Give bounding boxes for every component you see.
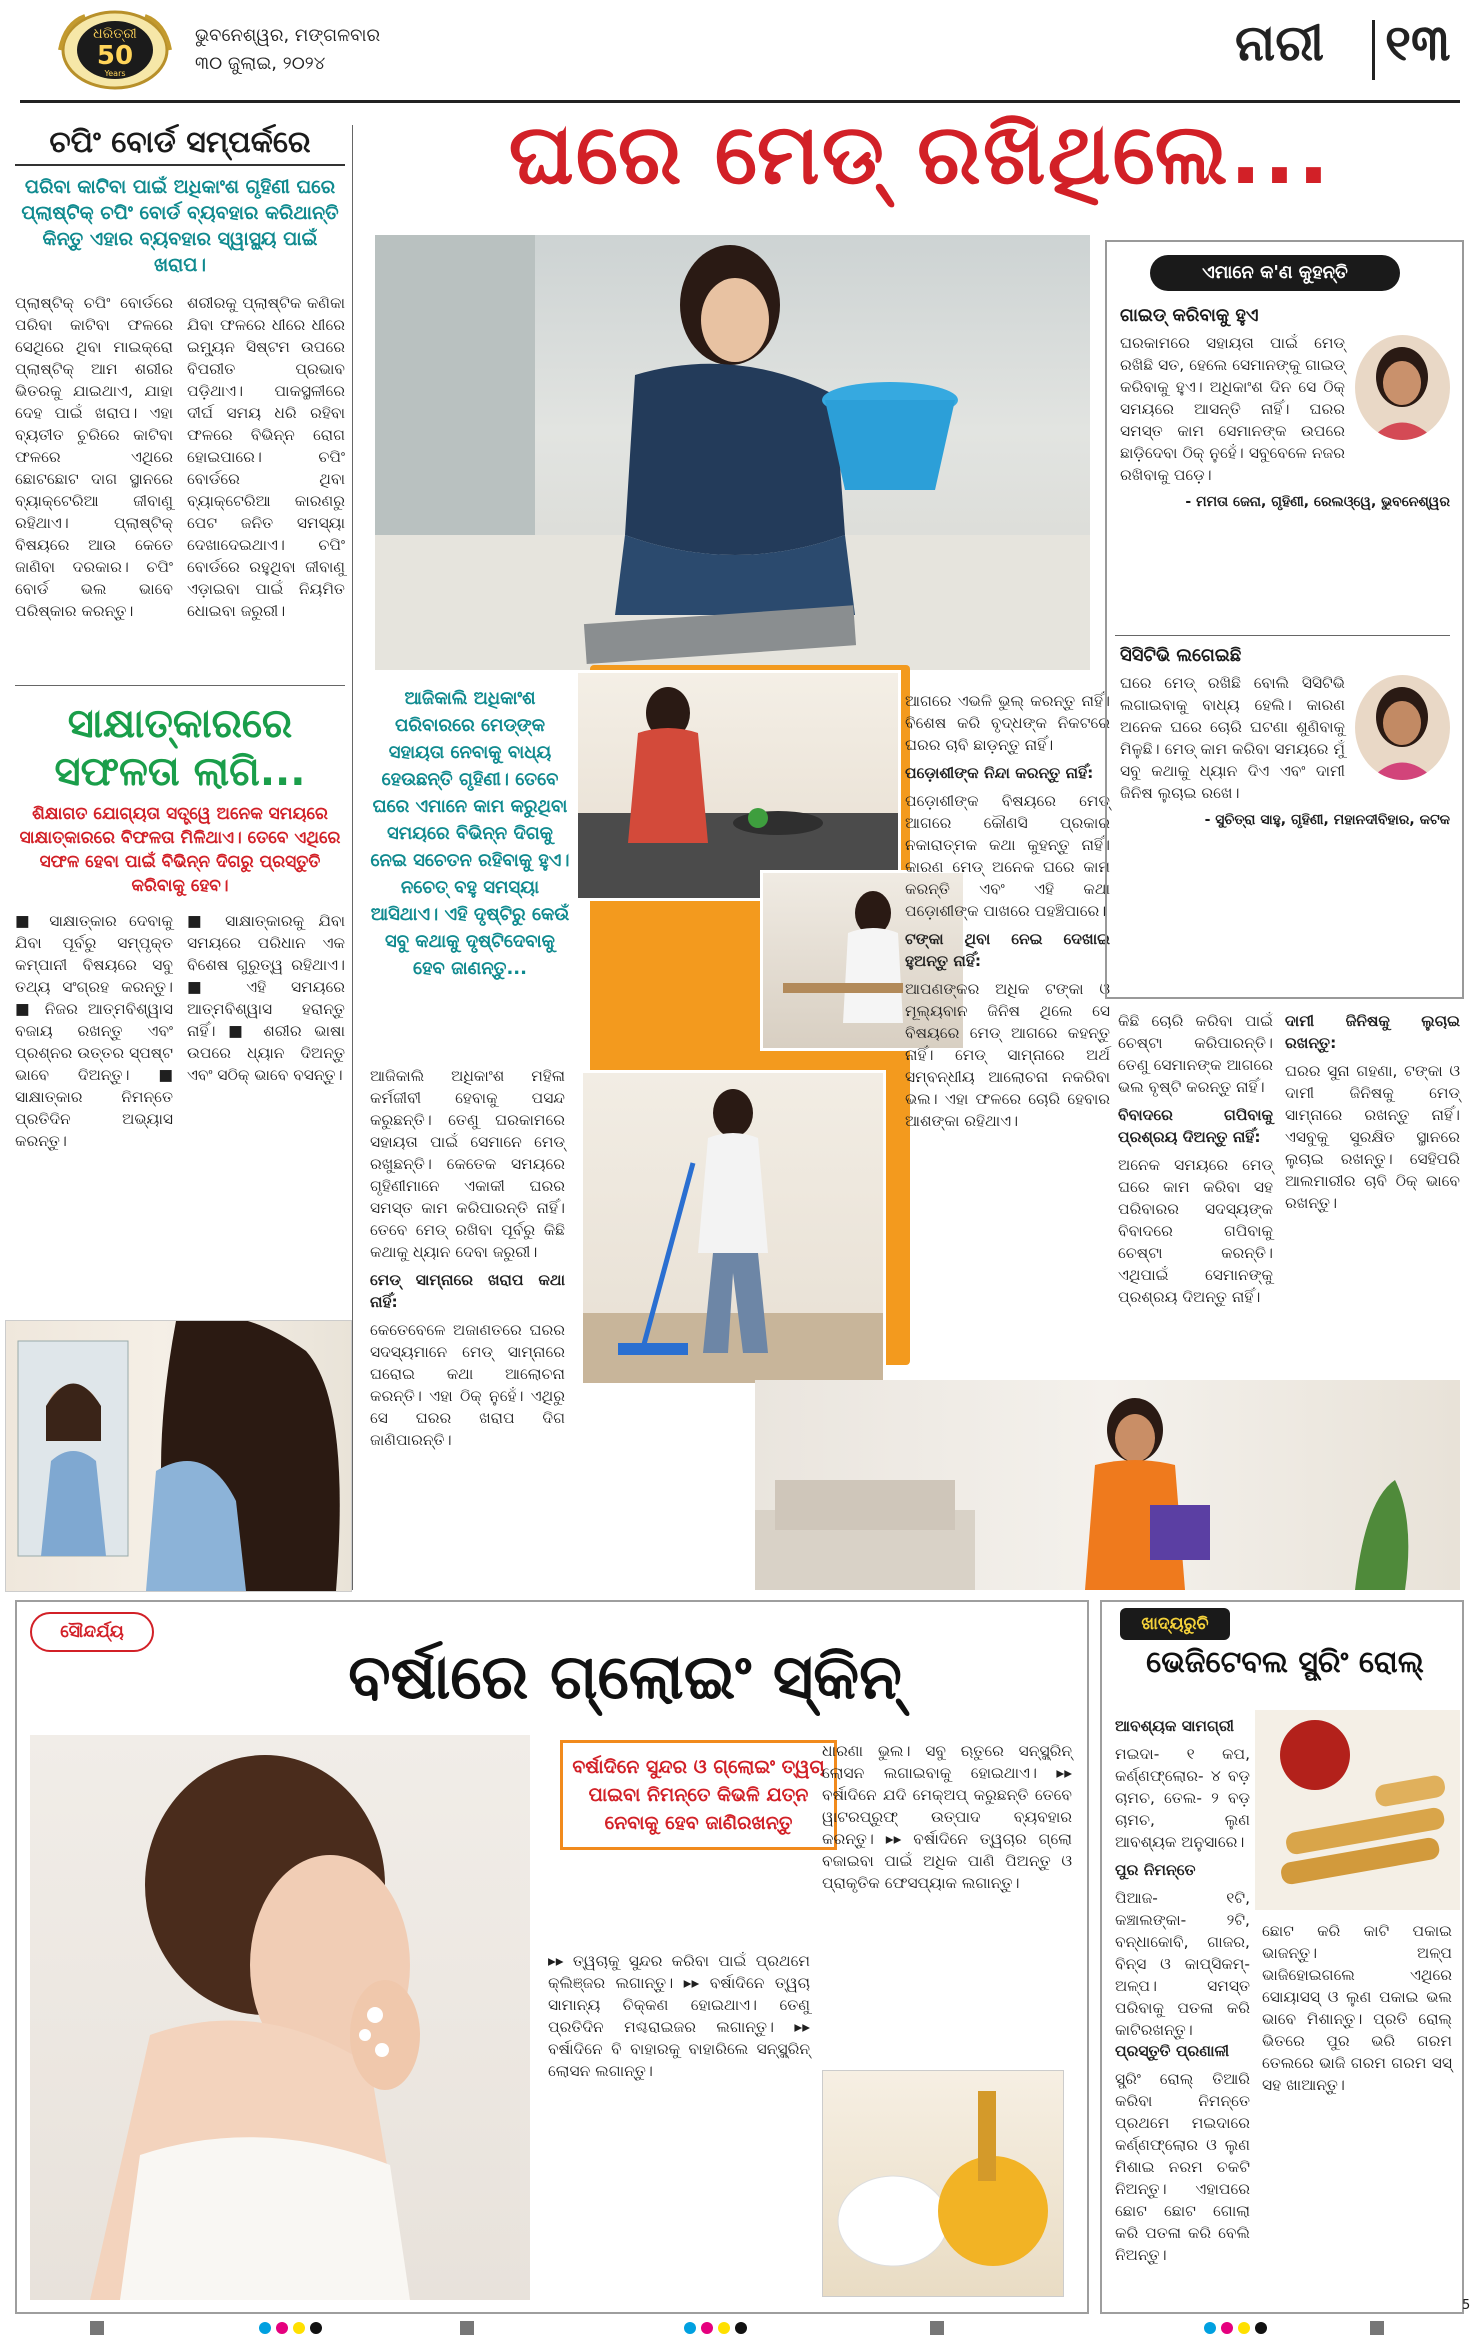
main-kicker: ଆଜିକାଲି ଅଧିକାଂଶ ପରିବାରରେ ମେଡ୍‌ଙ୍କ ସହାୟତା ନେବାକୁ ବାଧ୍ୟ ହେଉଛନ୍ତି ଗୃହିଣୀ। ତେବେ ଘରେ ଏମାନେ କାମ କରୁଥିବା ସମୟରେ ବିଭିନ୍ନ ଦିଗକୁ ନେଇ ସଚେତନ ରହିବାକୁ ହୁଏ। ନଚେତ୍ ବହୁ ସମସ୍ୟା ଆସିଥାଏ। ଏହି ଦୃଷ୍ଟିରୁ କେଉଁ ସବୁ କଥାକୁ ଦୃଷ୍ଟିଦେବାକୁ ହେବ ଜାଣନ୍ତୁ... <box>370 688 570 979</box>
main-body1b: କେତେବେଳେ ଅଜାଣତରେ ଘରର ସଦସ୍ୟମାନେ ମେଡ୍ ସାମ୍ନାରେ ଘରୋଇ କଥା ଆଲୋଚନା କରନ୍ତି। ଏହା ଠିକ୍ ନୁହେଁ। ଏଥିରୁ ସେ ଘରର ଖରାପ ଦିଗ ଜାଣିପାରନ୍ତି। <box>370 1321 565 1449</box>
main-body-col3 <box>1118 1010 1273 1314</box>
interview-title-1: ସାକ୍ଷାତ୍କାରରେ <box>67 701 293 747</box>
opinion-2 <box>1120 645 1450 828</box>
anniversary-emblem-icon <box>40 8 190 92</box>
main-body5: ଘରର ସୁନା ଗହଣା, ଟଙ୍କା ଓ ଦାମୀ ଜିନିଷକୁ ମେଡ୍ ସାମ୍ନାରେ ରଖନ୍ତୁ ନାହିଁ। ଏସବୁକୁ ସୁରକ୍ଷିତ ସ୍ଥାନରେ ଲୁଚାଇ ରଖନ୍ତୁ। ସେହିପରି ଆଲମାରୀର ଚାବି ଠିକ୍ ଭାବେ ରଖନ୍ତୁ। <box>1285 1062 1460 1212</box>
footer-page-mark: 5 <box>1462 2298 1471 2313</box>
main-sub2: ପଡ଼ୋଶୀଙ୍କ ନିନ୍ଦା କରନ୍ତୁ ନାହିଁ: <box>905 764 1094 782</box>
dateline-city-day: ଭୁବନେଶ୍ୱର, ମଙ୍ଗଳବାର <box>195 25 381 46</box>
chopping-kicker: ପରିବା କାଟିବା ପାଇଁ ଅଧିକାଂଶ ଗୃହିଣୀ ଘରେ ପ୍ଲାଷ୍ଟିକ୍ ଚପିଂ ବୋର୍ଡ ବ୍ୟବହାର କରିଥାନ୍ତି କିନ୍ତୁ ଏହାର ବ୍ୟବହାର ସ୍ୱାସ୍ଥ୍ୟ ପାଇଁ ଖରାପ। <box>21 176 339 276</box>
header-rule <box>20 100 1460 103</box>
main-sub1: ମେଡ୍ ସାମ୍ନାରେ ଖରାପ କଥା ନାହିଁ: <box>370 1271 565 1311</box>
woman-mopping-image <box>583 1073 883 1383</box>
logo-sub: Years <box>104 69 126 78</box>
recipe-method-col <box>1115 2040 1250 2272</box>
recipe-tag: ଖାଦ୍ୟରୁଚି <box>1120 1608 1230 1640</box>
recipe-method: ସ୍ପ୍ରିଂ ରୋଲ୍ ତିଆରି କରିବା ନିମନ୍ତେ ପ୍ରଥମେ ମଇଦାରେ କର୍ଣ୍ଣଫ୍ଲୋର ଓ ଲୁଣ ମିଶାଇ ନରମ ଚକଟି ନିଅନ୍ତୁ। ଏହାପରେ ଛୋଟ ଛୋଟ ଗୋଲା କରି ପତଳା କରି ବେଲି ନିଅନ୍ତୁ। <box>1115 2070 1250 2264</box>
main-body4b: ଅନେକ ସମୟରେ ମେଡ୍ ଘରେ କାମ କରିବା ସହ ପରିବାରର ସଦସ୍ୟଙ୍କ ବିବାଦରେ ଗପିବାକୁ ଚେଷ୍ଟା କରନ୍ତି। ଏଥିପାଇଁ ସେମାନଙ୍କୁ ପ୍ରଶ୍ରୟ ଦିଅନ୍ତୁ ନାହିଁ। <box>1118 1156 1273 1306</box>
beauty-col2: ଧାରଣା ଭୁଲ। ସବୁ ଋତୁରେ ସନ୍‌ସ୍କ୍ରିନ୍ ଲୋସନ ଲଗାଇବାକୁ ହୋଇଥାଏ। ▸▸ ବର୍ଷାଦିନେ ଯଦି ମେକ୍‌ଅପ୍ କରୁଛନ୍ତି ତେବେ ୱାଟରପ୍ରୁଫ୍ ଉତ୍ପାଦ ବ୍ୟବହାର କରନ୍ତୁ। ▸▸ ବର୍ଷାଦିନେ ତ୍ୱଚାର ଗ୍ଲୋ ବଜାଇବା ପାଇଁ ଅଧିକ ପାଣି ପିଅନ୍ତୁ ଓ ପ୍ରାକୃତିକ ଫେସପ୍ୟାକ ଲଗାନ୍ତୁ। <box>822 1742 1072 1892</box>
avatar <box>1355 675 1450 780</box>
recipe-ingredients-col <box>1115 1715 1250 2047</box>
chopping-col1: ପ୍ଲାଷ୍ଟିକ୍ ଚପିଂ ବୋର୍ଡରେ ପରିବା କାଟିବା ଫଳରେ ସେଥିରେ ଥିବା ମାଇକ୍ରୋ ପ୍ଲାଷ୍ଟିକ୍ ଆମ ଶରୀର ଭିତରକୁ ଯାଇଥାଏ, ଯାହା ଦେହ ପାଇଁ ଖରାପ। ଏହା ବ୍ୟତୀତ ଚୁରିରେ କାଟିବା ଫଳରେ ଏଥିରେ ଛୋଟଛୋଟ ଦାଗ ସ୍ଥାନରେ ବ୍ୟାକ୍ଟେରିଆ ଜୀବାଣୁ ରହିଥାଏ। ପ୍ଲାଷ୍ଟିକ୍ ବିଷୟରେ ଆଉ କେତେ ଜାଣିବା ଦରକାର। ଚପିଂ ବୋର୍ଡ ଭଲ ଭାବେ ପରିଷ୍କାର କରନ୍ତୁ। <box>15 294 173 620</box>
print-registration-strip <box>0 2318 1477 2339</box>
recipe-ingredients: ମଇଦା- ୧ କପ, କର୍ଣ୍ଣଫ୍ଲୋର- ୪ ବଡ଼ ଚାମଚ, ତେଲ- ୨ ବଡ଼ ଚାମଚ, ଲୁଣ ଆବଶ୍ୟକ ଅନୁସାରେ। <box>1115 1745 1250 1851</box>
smiling-maid-image <box>755 1380 1460 1590</box>
beauty-kicker: ବର୍ଷାଦିନେ ସୁନ୍ଦର ଓ ଗ୍ଲୋଇଂ ତ୍ୱଚା ପାଇବା ନିମନ୍ତେ କିଭଳି ଯତ୍ନ ନେବାକୁ ହେବ ଜାଣିରଖନ୍ତୁ <box>560 1740 837 1850</box>
page-number: ୧୩ <box>1385 14 1451 72</box>
beauty-col1: ▸▸ ତ୍ୱଚାକୁ ସୁନ୍ଦର କରିବା ପାଇଁ ପ୍ରଥମେ କ୍ଲିଞ୍ଜର ଲଗାନ୍ତୁ। ▸▸ ବର୍ଷାଦିନେ ତ୍ୱଚା ସାମାନ୍ୟ ଚିକ୍କଣ ହୋଇଥାଏ। ତେଣୁ ପ୍ରତିଦିନ ମଶ୍ଚରାଇଜର ଲଗାନ୍ତୁ। ▸▸ ବର୍ଷାଦିନେ ବି ବାହାରକୁ ବାହାରିଲେ ସନ୍‌ସ୍କ୍ରିନ୍ ଲୋସନ ଲଗାନ୍ତୁ। <box>548 1952 810 2080</box>
recipe-filling: ପିଆଜ- ୧ଟି, କଞ୍ଚାଲଙ୍କା- ୨ଟି, ବନ୍ଧାକୋବି, ଗାଜର, ବିନ୍ସ ଓ କାପ୍ସିକମ୍- ଅଳ୍ପ। ସମସ୍ତ ପରିବାକୁ ପତଳା କରି କାଟିରଖନ୍ତୁ। <box>1115 1889 1250 2039</box>
masthead-logo <box>40 8 190 92</box>
section-name: ନାରୀ <box>1235 14 1324 72</box>
woman-washing-face-image <box>30 1735 530 2300</box>
main-body2: ଆଗରେ ଏଭଳି ଭୁଲ୍ କରନ୍ତୁ ନାହିଁ। ବିଶେଷ କରି ବୃଦ୍ଧଙ୍କ ନିକଟରେ ଘରର ଚାବି ଛାଡ଼ନ୍ତୁ ନାହିଁ। <box>905 692 1110 754</box>
recipe-ing-head: ଆବଶ୍ୟକ ସାମଗ୍ରୀ <box>1115 1717 1235 1735</box>
spring-roll-photo <box>1255 1710 1460 1910</box>
main-body2b: ପଡ଼ୋଶୀଙ୍କ ବିଷୟରେ ମେଡ୍ ଆଗରେ କୌଣସି ପ୍ରକାର ନକାରାତ୍ମକ କଥା କୁହନ୍ତୁ ନାହିଁ। କାରଣ ମେଡ୍ ଅନେକ ଘରେ କାମ କରନ୍ତି ଏବଂ ଏହି କଥା ପଡ଼ୋଶୀଙ୍କ ପାଖରେ ପହଞ୍ଚିପାରେ। <box>905 792 1110 920</box>
opinion-1-avatar <box>1355 335 1450 440</box>
chopping-story <box>15 125 345 622</box>
opinion-2-avatar <box>1355 675 1450 780</box>
opinions-header: ଏମାନେ କ'ଣ କୁହନ୍ତି <box>1150 255 1400 291</box>
interview-story <box>15 700 345 1152</box>
main-body-col4 <box>1285 1010 1460 1220</box>
opinion-2-signature: - ସୁଚିତ୍ରା ସାହୁ, ଗୃହିଣୀ, ମହାନଦୀବିହାର, କଟକ <box>1204 812 1450 828</box>
recipe-filling-head: ପୁର ନିମନ୍ତେ <box>1115 1861 1196 1879</box>
main-body3: ଆପଣଙ୍କର ଅଧିକ ଟଙ୍କା ଓ ମୂଲ୍ୟବାନ ଜିନିଷ ଥିଲେ ସେ ବିଷୟରେ ମେଡ୍ ଆଗରେ କହନ୍ତୁ ନାହିଁ। ମେଡ୍ ସାମ୍ନାରେ ଅର୍ଥ ସମ୍ବନ୍ଧୀୟ ଆଲୋଚନା ନକରିବା ଭଲ। ଏହା ଫଳରେ ଚୋରି ହେବାର ଆଶଙ୍କା ରହିଥାଏ। <box>905 980 1110 1130</box>
maid-supplies-photo <box>755 1380 1460 1590</box>
dateline <box>195 22 380 78</box>
recipe-method2: ଛୋଟ କରି କାଟି ପକାଇ ଭାଜନ୍ତୁ। ଅଳ୍ପ ଭାଜିହୋଇଗଲେ ଏଥିରେ ସୋୟାସସ୍ ଓ ଲୁଣ ପକାଇ ଭଲ ଭାବେ ମିଶାନ୍ତୁ। ପ୍ରତି ରୋଲ୍ ଭିତରେ ପୁର ଭରି ଗରମ ତେଲରେ ଭାଜି ଗରମ ଗରମ ସସ୍ ସହ ଖାଆନ୍ତୁ। <box>1262 1922 1452 2094</box>
cleaning-woman-image <box>375 235 1090 670</box>
interview-photo <box>5 1320 352 1592</box>
dateline-date: ୩୦ ଜୁଲାଇ, ୨୦୨୪ <box>195 53 326 74</box>
opinion-2-title: ସିସିଟିଭି ଲଗେଇଛି <box>1120 645 1242 666</box>
interview-kicker: ଶିକ୍ଷାଗତ ଯୋଗ୍ୟତା ସତ୍ତ୍ୱେ ଅନେକ ସମୟରେ ସାକ୍ଷାତ୍କାରରେ ବିଫଳତା ମିଳିଥାଏ। ତେବେ ଏଥିରେ ସଫଳ ହେବା ପାଇଁ ବିଭିନ୍ନ ଦିଗରୁ ପ୍ରସ୍ତୁତି କରିବାକୁ ହେବ। <box>19 804 341 896</box>
registration-marks-icon <box>0 2318 1477 2339</box>
divider <box>352 125 353 1590</box>
main-sub5: ଦାମୀ ଜିନିଷକୁ ଲୁଚାଇ ରଖନ୍ତୁ: <box>1285 1012 1460 1052</box>
serum-photo <box>822 2070 1064 2297</box>
opinion-2-text: ଘରେ ମେଡ୍ ରଖିଛି ବୋଲି ସିସିଟିଭି ଲଗାଇବାକୁ ବାଧ୍ୟ ହେଲି। କାରଣ ଅନେକ ଘରେ ଚୋରି ଘଟଣା ଶୁଣିବାକୁ ମିଳୁଛି। ମେଡ୍ କାମ କରିବା ସମୟରେ ମୁଁ ସବୁ କଥାକୁ ଧ୍ୟାନ ଦିଏ ଏବଂ ଦାମୀ ଜିନିଷ ଲୁଚାଇ ରଖେ। <box>1120 674 1345 802</box>
main-body4: କିଛି ଚୋରି କରିବା ପାଇଁ ଚେଷ୍ଟା କରିପାରନ୍ତି। ତେଣୁ ସେମାନଙ୍କ ଆଗରେ ଭଲ ବୃଷ୍ଟି କରନ୍ତୁ ନାହିଁ। <box>1118 1012 1273 1096</box>
main-body-col2 <box>905 690 1110 1138</box>
avatar <box>1355 335 1450 440</box>
divider <box>1115 635 1450 636</box>
beauty-tag: ସୌନ୍ଦର୍ଯ୍ୟ <box>30 1612 154 1652</box>
logo-years: 50 <box>96 41 134 71</box>
main-sub3: ଟଙ୍କା ଥିବା ନେଇ ଦେଖାଇ ହୁଅନ୍ତୁ ନାହିଁ: <box>905 930 1110 970</box>
interview-col1: ■ ସାକ୍ଷାତ୍କାର ଦେବାକୁ ଯିବା ପୂର୍ବରୁ ସମ୍ପୃକ୍ତ କମ୍ପାନୀ ବିଷୟରେ ସବୁ ତଥ୍ୟ ସଂଗ୍ରହ କରନ୍ତୁ। ■ ନିଜର ଆତ୍ମବିଶ୍ୱାସ ବଜାୟ ରଖନ୍ତୁ ଏବଂ ପ୍ରଶ୍ନର ଉତ୍ତର ସ୍ପଷ୍ଟ ଭାବେ ଦିଅନ୍ତୁ। ■ ସାକ୍ଷାତ୍କାର ନିମନ୍ତେ ପ୍ରତିଦିନ ଅଭ୍ୟାସ କରନ୍ତୁ। <box>15 912 173 1150</box>
chopping-col2: ଶରୀରକୁ ପ୍ଲାଷ୍ଟିକ କଣିକା ଯିବା ଫଳରେ ଧୀରେ ଧୀରେ ଇମ୍ୟୁନ ସିଷ୍ଟମ ଉପରେ ବିପରୀତ ପ୍ରଭାବ ପଡ଼ିଥାଏ। ପାକସ୍ଥଳୀରେ ଦୀର୍ଘ ସମୟ ଧରି ରହିବା ଫଳରେ ବିଭିନ୍ନ ରୋଗ ହୋଇପାରେ। ଚପିଂ ବୋର୍ଡରେ ଥିବା ବ୍ୟାକ୍ଟେରିଆ କାରଣରୁ ପେଟ ଜନିତ ସମସ୍ୟା ଦେଖାଦେଇଥାଏ। ଚପିଂ ବୋର୍ଡରେ ରହୁଥିବା ଜୀବାଣୁ ଏଡ଼ାଇବା ପାଇଁ ନିୟମିତ ଧୋଇବା ଜରୁରୀ। <box>187 294 345 620</box>
beauty-headline: ବର୍ଷାରେ ଗ୍ଲୋଇଂ ସ୍କିନ୍ <box>348 1640 902 1713</box>
logo-name: ଧରିତ୍ରୀ <box>93 26 137 42</box>
recipe-title: ଭେଜିଟେବଲ ସ୍ପ୍ରିଂ ରୋଲ୍ <box>1146 1645 1424 1680</box>
opinion-1-signature: - ମମତା ଜେନା, ଗୃହିଣୀ, ରେଲଓ୍ୱେ, ଭୁବନେଶ୍ୱର <box>1185 494 1450 510</box>
kitchen-photo <box>575 670 901 901</box>
beauty-photo <box>30 1735 530 2300</box>
divider <box>15 685 345 686</box>
opinion-1-text: ଘରକାମରେ ସହାୟତା ପାଇଁ ମେଡ୍ ରଖିଛି ସତ, ହେଲେ ସେମାନଙ୍କୁ ଗାଇଡ୍ କରିବାକୁ ହୁଏ। ଅଧିକାଂଶ ଦିନ ସେ ଠିକ୍ ସମୟରେ ଆସନ୍ତି ନାହିଁ। ଘରର ସମସ୍ତ କାମ ସେମାନଙ୍କ ଉପରେ ଛାଡ଼ିଦେବା ଠିକ୍ ନୁହେଁ। ସବୁବେଳେ ନଜର ରଖିବାକୁ ପଡ଼େ। <box>1120 334 1345 484</box>
main-body-col1 <box>370 1065 565 1457</box>
main-sub4: ବିବାଦରେ ଗପିବାକୁ ପ୍ରଶ୍ରୟ ଦିଅନ୍ତୁ ନାହିଁ: <box>1118 1106 1273 1146</box>
woman-mirror-image <box>6 1321 351 1591</box>
woman-cooking-image <box>578 673 898 898</box>
recipe-method-head: ପ୍ରସ୍ତୁତି ପ୍ରଣାଳୀ <box>1115 2042 1230 2060</box>
mopping-photo <box>580 1070 886 1386</box>
maid-cleaning-photo <box>375 235 1090 670</box>
interview-title-2: ସଫଳତା ଲାଗି... <box>54 749 306 795</box>
main-headline: ଘରେ ମେଡ୍ ରଖିଥିଲେ... <box>508 105 1332 203</box>
chopping-title: ଚପିଂ ବୋର୍ଡ ସମ୍ପର୍କରେ <box>15 125 345 166</box>
spring-rolls-image <box>1255 1710 1460 1910</box>
section-separator <box>1372 20 1375 80</box>
cream-serum-image <box>823 2071 1063 2296</box>
main-body1: ଆଜିକାଲି ଅଧିକାଂଶ ମହିଳା କର୍ମଜୀବୀ ହେବାକୁ ପସନ୍ଦ କରୁଛନ୍ତି। ତେଣୁ ଘରକାମରେ ସହାୟତା ପାଇଁ ସେମାନେ ମେଡ୍ ରଖୁଛନ୍ତି। କେତେକ ସମୟରେ ଗୃହିଣୀମାନେ ଏକାକୀ ଘରର ସମସ୍ତ କାମ କରିପାରନ୍ତି ନାହିଁ। ତେବେ ମେଡ୍ ରଖିବା ପୂର୍ବରୁ କିଛି କଥାକୁ ଧ୍ୟାନ ଦେବା ଜରୁରୀ। <box>370 1067 565 1261</box>
opinion-1-title: ଗାଇଡ୍ କରିବାକୁ ହୁଏ <box>1120 305 1259 326</box>
opinion-1 <box>1120 305 1450 510</box>
interview-col2: ■ ସାକ୍ଷାତ୍କାରକୁ ଯିବା ସମୟରେ ପରିଧାନ ଏକ ବିଶେଷ ଗୁରୁତ୍ୱ ରହିଥାଏ। ■ ଏହି ସମୟରେ ଆତ୍ମବିଶ୍ୱାସ ହରାନ୍ତୁ ନାହିଁ। ■ ଶରୀର ଭାଷା ଉପରେ ଧ୍ୟାନ ଦିଅନ୍ତୁ ଏବଂ ସଠିକ୍ ଭାବେ ବସନ୍ତୁ। <box>187 912 345 1084</box>
